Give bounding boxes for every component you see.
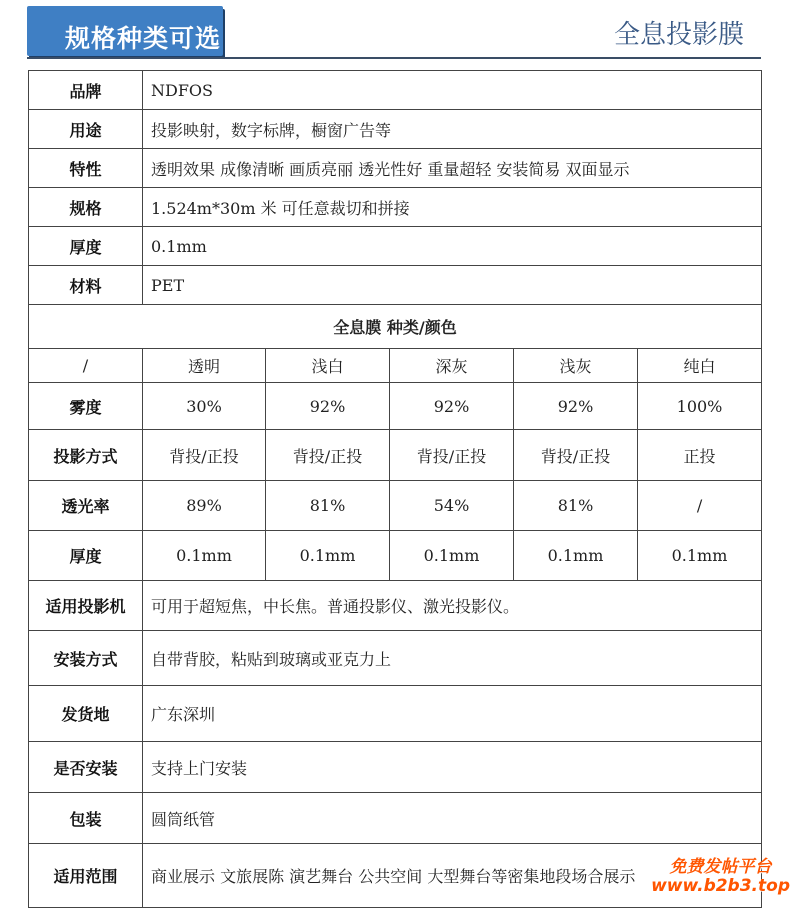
variants-row-transmittance (29, 481, 762, 531)
variants-row-projection (29, 430, 762, 481)
variants-header-cell: 纯白 (638, 349, 762, 383)
row-label: 适用投影机 (29, 581, 143, 631)
variants-header-cell: 深灰 (390, 349, 514, 383)
row-label: 厚度 (29, 531, 143, 581)
page-header (0, 0, 800, 62)
row-label: 包装 (29, 793, 143, 844)
row-label: 用途 (29, 110, 143, 149)
variants-header-cell: / (29, 349, 143, 383)
variant-cell: 背投/正投 (266, 430, 390, 481)
spec-row-thickness (29, 227, 762, 266)
row-label: 是否安装 (29, 742, 143, 793)
row-label: 发货地 (29, 686, 143, 742)
row-label: 安装方式 (29, 631, 143, 686)
variants-section-row (29, 305, 762, 349)
variant-cell: 0.1mm (143, 531, 266, 581)
spec-row-usage (29, 110, 762, 149)
watermark-line2: www.b2b3.top (651, 876, 790, 896)
variant-cell: / (638, 481, 762, 531)
header-tab-title: 规格种类可选 (65, 24, 222, 53)
variants-header-cell: 浅白 (266, 349, 390, 383)
row-value: 可用于超短焦，中长焦。普通投影仪、激光投影仪。 (143, 581, 762, 631)
variant-cell: 81% (514, 481, 638, 531)
variants-header-row (29, 349, 762, 383)
watermark (651, 858, 790, 896)
variants-header-cell: 浅灰 (514, 349, 638, 383)
row-value: PET (143, 266, 762, 305)
row-value: 投影映射，数字标牌，橱窗广告等 (143, 110, 762, 149)
variants-row-haze (29, 383, 762, 430)
spec-row-material (29, 266, 762, 305)
spec-row-size (29, 188, 762, 227)
variant-cell: 30% (143, 383, 266, 430)
row-label: 投影方式 (29, 430, 143, 481)
spec-row-brand (29, 71, 762, 110)
variant-cell: 0.1mm (390, 531, 514, 581)
spec-row-install-method (29, 631, 762, 686)
variant-cell: 背投/正投 (390, 430, 514, 481)
variant-cell: 0.1mm (266, 531, 390, 581)
variant-cell: 0.1mm (638, 531, 762, 581)
row-value: 0.1mm (143, 227, 762, 266)
spec-row-features (29, 149, 762, 188)
row-label: 透光率 (29, 481, 143, 531)
row-label: 材料 (29, 266, 143, 305)
header-tab (27, 6, 223, 56)
row-label: 品牌 (29, 71, 143, 110)
variant-cell: 0.1mm (514, 531, 638, 581)
variant-cell: 81% (266, 481, 390, 531)
row-value: 圆筒纸管 (143, 793, 762, 844)
watermark-line1: 免费发帖平台 (669, 857, 772, 877)
header-divider (27, 57, 761, 59)
variant-cell: 54% (390, 481, 514, 531)
variant-cell: 92% (514, 383, 638, 430)
spec-row-packaging (29, 793, 762, 844)
variants-row-thickness (29, 531, 762, 581)
variant-cell: 正投 (638, 430, 762, 481)
row-value: 1.524m*30m 米 可任意裁切和拼接 (143, 188, 762, 227)
row-value: 商业展示 文旅展陈 演艺舞台 公共空间 大型舞台等密集地段场合展示 (143, 844, 762, 908)
spec-row-installation-service (29, 742, 762, 793)
row-label: 规格 (29, 188, 143, 227)
variant-cell: 背投/正投 (143, 430, 266, 481)
spec-row-origin (29, 686, 762, 742)
spec-table (28, 70, 762, 908)
row-label: 特性 (29, 149, 143, 188)
row-value: 自带背胶，粘贴到玻璃或亚克力上 (143, 631, 762, 686)
variant-cell: 92% (390, 383, 514, 430)
product-title: 全息投影膜 (613, 20, 744, 50)
row-value: 支持上门安装 (143, 742, 762, 793)
spec-row-projector (29, 581, 762, 631)
variant-cell: 背投/正投 (514, 430, 638, 481)
variant-cell: 100% (638, 383, 762, 430)
variant-cell: 89% (143, 481, 266, 531)
row-value: 广东深圳 (143, 686, 762, 742)
row-value: NDFOS (143, 71, 762, 110)
variants-section-title: 全息膜 种类/颜色 (29, 305, 762, 349)
row-label: 厚度 (29, 227, 143, 266)
variants-header-cell: 透明 (143, 349, 266, 383)
row-label: 雾度 (29, 383, 143, 430)
row-value: 透明效果 成像清晰 画质亮丽 透光性好 重量超轻 安装简易 双面显示 (143, 149, 762, 188)
variant-cell: 92% (266, 383, 390, 430)
row-label: 适用范围 (29, 844, 143, 908)
